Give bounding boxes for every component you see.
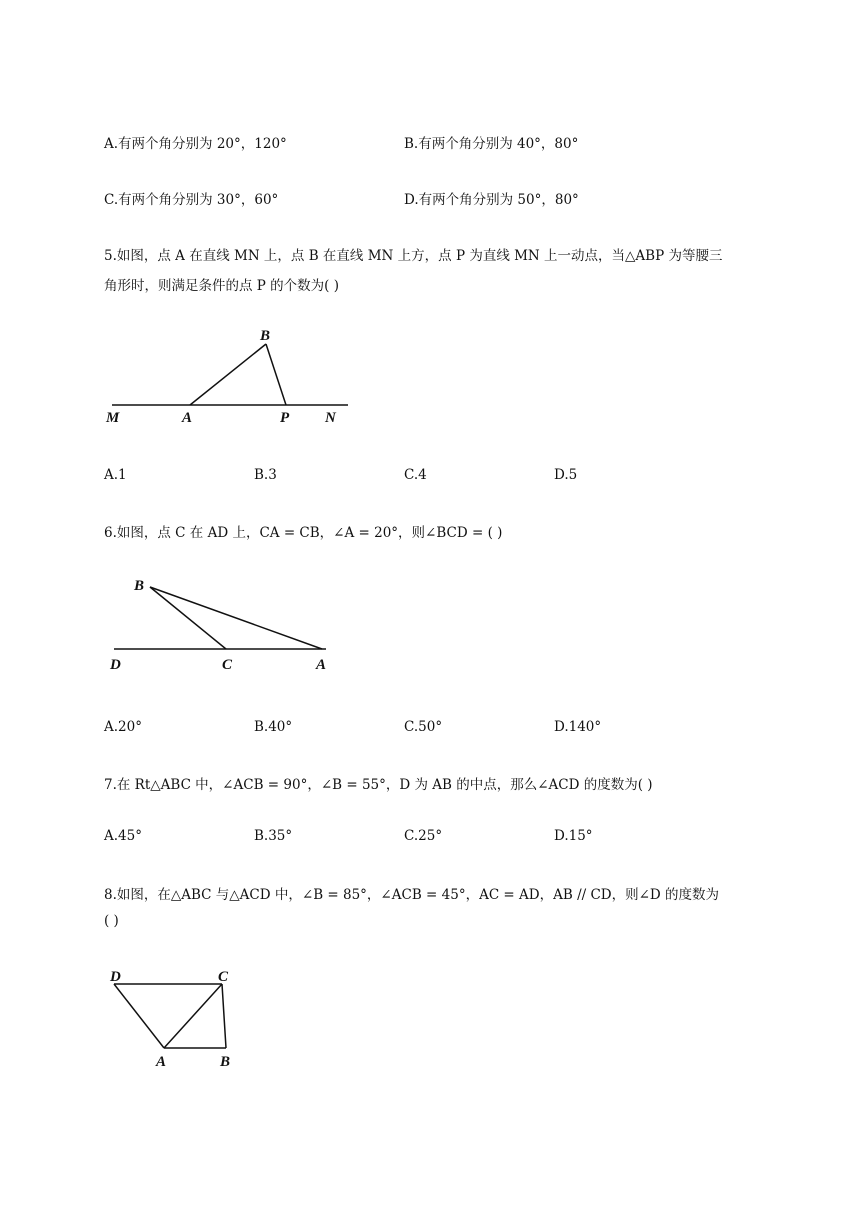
q6-option-a: A.20° [104,719,142,735]
label-c: C [218,969,229,985]
label-d: D [110,657,121,673]
segment-bp [266,344,286,405]
q4-option-b: B.有两个角分别为 40°，80° [404,136,579,152]
q8-stem-line1: 8.如图，在△ABC 与△ACD 中，∠B = 85°，∠ACB = 45°，AC = AD，AB // CD，则∠D 的度数为 [104,887,720,903]
q7-stem: 7.在 Rt△ABC 中，∠ACB = 90°，∠B = 55°，D 为 AB 的中点，那么∠ACD 的度数为( ) [104,777,653,793]
q6-option-d: D.140° [554,719,602,735]
label-b: B [134,578,145,594]
q6-figure [104,570,344,684]
q8-stem-line2: ( ) [104,913,119,929]
q5-option-a: A.1 [104,467,127,483]
segment-bc [150,587,226,649]
label-n: N [325,410,336,426]
q4-option-d: D.有两个角分别为 50°，80° [404,192,579,208]
q5-stem-line1: 5.如图，点 A 在直线 MN 上，点 B 在直线 MN 上方，点 P 为直线 MN 上一动点，当△ABP 为等腰三 [104,248,723,264]
q4-option-c: C.有两个角分别为 30°，60° [104,192,279,208]
q5-option-c: C.4 [404,467,427,483]
q7-option-a: A.45° [104,828,142,844]
q7-option-d: D.15° [554,828,593,844]
q6-stem: 6.如图，点 C 在 AD 上，CA = CB，∠A = 20°，则∠BCD = ( ) [104,525,503,541]
segment-ab [190,344,266,405]
label-d: D [110,969,121,985]
q8-figure [100,962,250,1076]
label-c: C [222,657,233,673]
q6-option-c: C.50° [404,719,443,735]
segment-da [114,984,164,1048]
q4-option-a: A.有两个角分别为 20°，120° [104,136,287,152]
q5-stem-line2: 角形时，则满足条件的点 P 的个数为( ) [104,278,339,294]
segment-ac [164,984,222,1048]
label-b: B [220,1054,231,1070]
label-m: M [106,410,120,426]
q6-option-b: B.40° [254,719,293,735]
label-a: A [182,410,193,426]
q7-option-b: B.35° [254,828,293,844]
q5-option-d: D.5 [554,467,578,483]
label-a: A [156,1054,167,1070]
label-a: A [316,657,327,673]
q7-option-c: C.25° [404,828,443,844]
q5-option-b: B.3 [254,467,277,483]
label-p: P [280,410,290,426]
label-b: B [260,328,271,344]
segment-cb [222,984,226,1048]
q5-figure [100,320,360,434]
segment-ba [150,587,322,649]
